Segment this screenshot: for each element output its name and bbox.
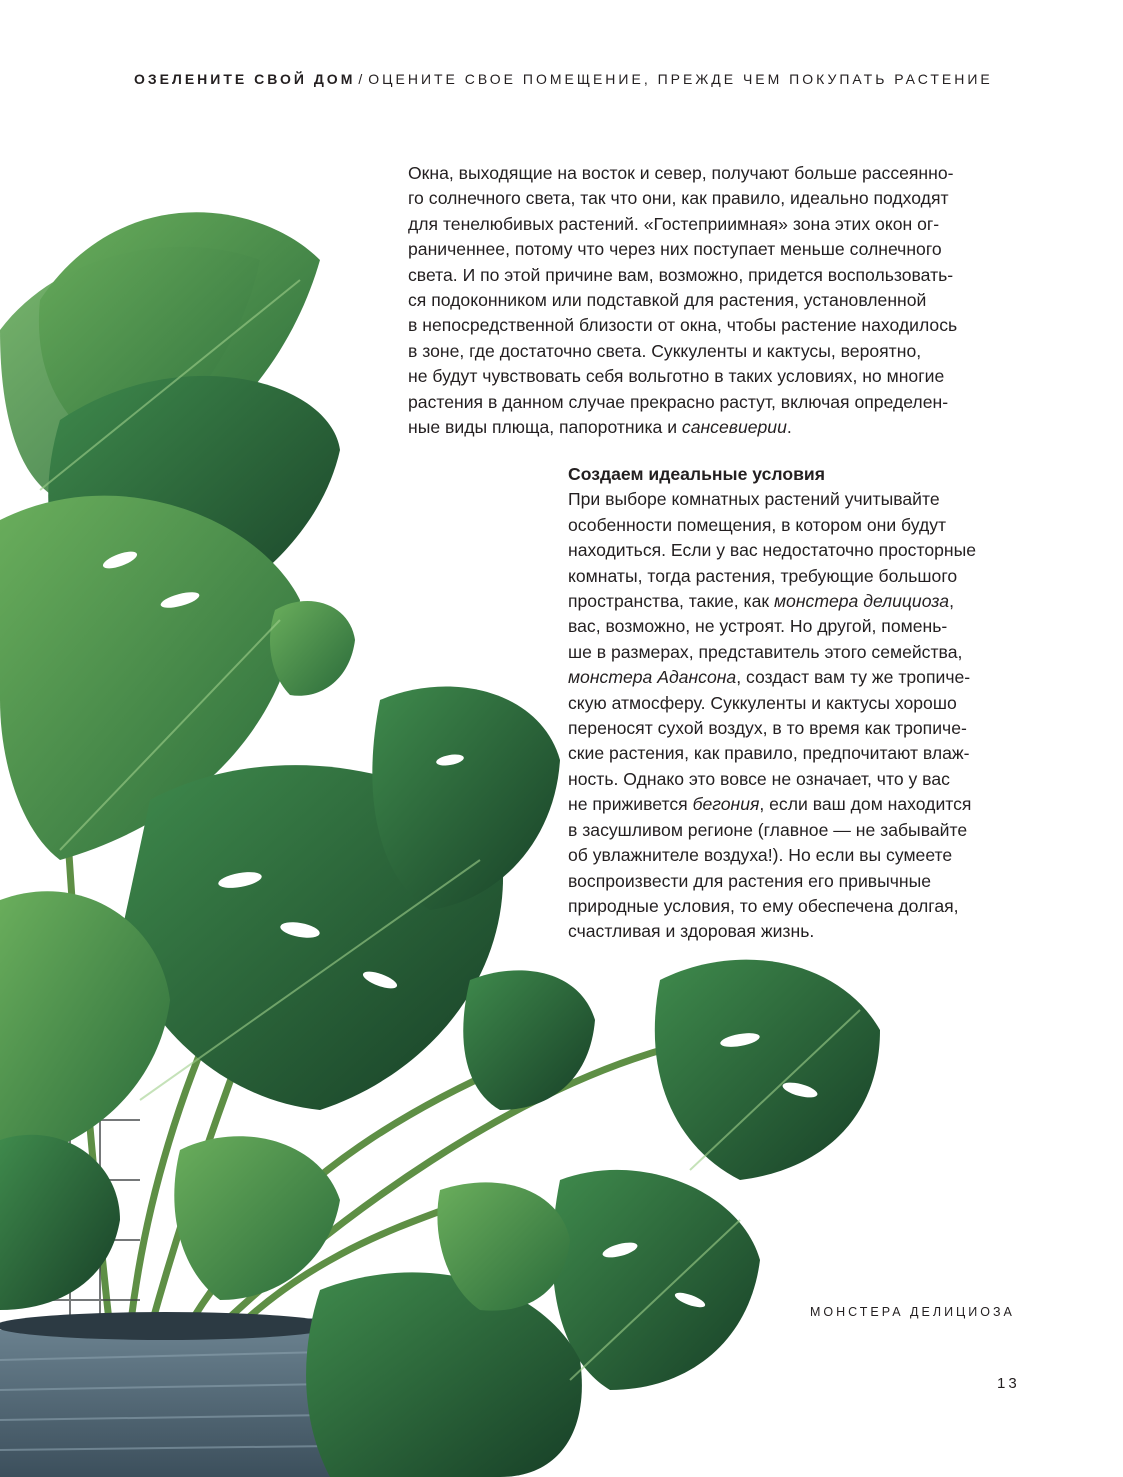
section-text: пространства, такие, как bbox=[568, 591, 774, 612]
section-line bbox=[568, 792, 1018, 817]
woven-pot bbox=[0, 1312, 335, 1477]
section-line: природные условия, то ему обеспечена долгая, bbox=[568, 895, 959, 916]
section-line: счастливая и здоровая жизнь. bbox=[568, 921, 815, 942]
intro-line: в зоне, где достаточно света. Суккуленты и кактусы, вероятно, bbox=[408, 340, 922, 361]
running-head-chapter: ОЦЕНИТЕ СВОЕ ПОМЕЩЕНИЕ, ПРЕЖДЕ ЧЕМ ПОКУПАТЬ РАСТЕНИЕ bbox=[368, 71, 993, 87]
plant-name-italic: монстера делициоза bbox=[774, 591, 950, 612]
section-line bbox=[568, 665, 1018, 690]
plant-name-italic: сансевиерии bbox=[681, 417, 787, 438]
section-heading: Создаем идеальные условия bbox=[568, 464, 825, 484]
running-head-section: ОЗЕЛЕНИТЕ СВОЙ ДОМ bbox=[134, 71, 356, 87]
section-line: комнаты, тогда растения, требующие большого bbox=[568, 565, 958, 586]
intro-line: не будут чувствовать себя вольготно в таких условиях, но многие bbox=[408, 366, 945, 387]
intro-line: раниченнее, потому что через них поступает меньше солнечного bbox=[408, 239, 942, 260]
section-line: При выборе комнатных растений учитывайте bbox=[568, 489, 940, 510]
intro-line: для тенелюбивых растений. «Гостеприимная» зона этих окон ог- bbox=[408, 213, 940, 234]
section-line: ность. Однако это вовсе не означает, что у вас bbox=[568, 768, 950, 789]
intro-text: ные виды плюща, папоротника и bbox=[408, 417, 682, 438]
section-line: об увлажнителе воздуха!). Но если вы сумеете bbox=[568, 845, 953, 866]
section-line: особенности помещения, в котором они будут bbox=[568, 514, 947, 535]
intro-line-last bbox=[408, 415, 1023, 440]
page-number: 13 bbox=[997, 1375, 1020, 1392]
section-text: , создаст вам ту же тропиче- bbox=[736, 667, 971, 688]
intro-line: растения в данном случае прекрасно растут, включая определен- bbox=[408, 391, 949, 412]
section-line: переносят сухой воздух, в то время как тропиче- bbox=[568, 718, 967, 739]
running-head-separator: / bbox=[358, 71, 366, 87]
plant-name-italic: монстера Адансона bbox=[568, 667, 737, 688]
intro-line: света. И по этой причине вам, возможно, придется воспользовать- bbox=[408, 264, 954, 285]
intro-line: ся подоконником или подставкой для растения, установленной bbox=[408, 290, 927, 311]
section-line: воспроизвести для растения его привычные bbox=[568, 870, 932, 891]
section-line: находиться. Если у вас недостаточно просторные bbox=[568, 540, 977, 561]
plant-name-italic: бегония bbox=[692, 794, 760, 815]
section-line bbox=[568, 589, 1018, 614]
section-line: ше в размерах, представитель этого семейства, bbox=[568, 641, 963, 662]
photo-caption: МОНСТЕРА ДЕЛИЦИОЗА bbox=[810, 1305, 1015, 1319]
section-line: скую атмосферу. Суккуленты и кактусы хорошо bbox=[568, 692, 957, 713]
intro-text: . bbox=[786, 417, 792, 438]
intro-line: Окна, выходящие на восток и север, получают больше рассеянно- bbox=[408, 163, 954, 183]
section-text: , bbox=[949, 591, 954, 612]
intro-paragraph bbox=[408, 161, 1023, 440]
intro-line: в непосредственной близости от окна, чтобы растение находилось bbox=[408, 315, 958, 336]
section-ideal-conditions bbox=[568, 462, 1018, 945]
section-text: , если ваш дом находится bbox=[759, 794, 972, 815]
section-line: ские растения, как правило, предпочитают влаж- bbox=[568, 743, 970, 764]
intro-line: го солнечного света, так что они, как правило, идеально подходят bbox=[408, 188, 949, 209]
running-head bbox=[134, 71, 1034, 87]
section-line: в засушливом регионе (главное — не забывайте bbox=[568, 819, 968, 840]
section-line: вас, возможно, не устроят. Но другой, помень- bbox=[568, 616, 948, 637]
section-text: не приживется bbox=[568, 794, 693, 815]
